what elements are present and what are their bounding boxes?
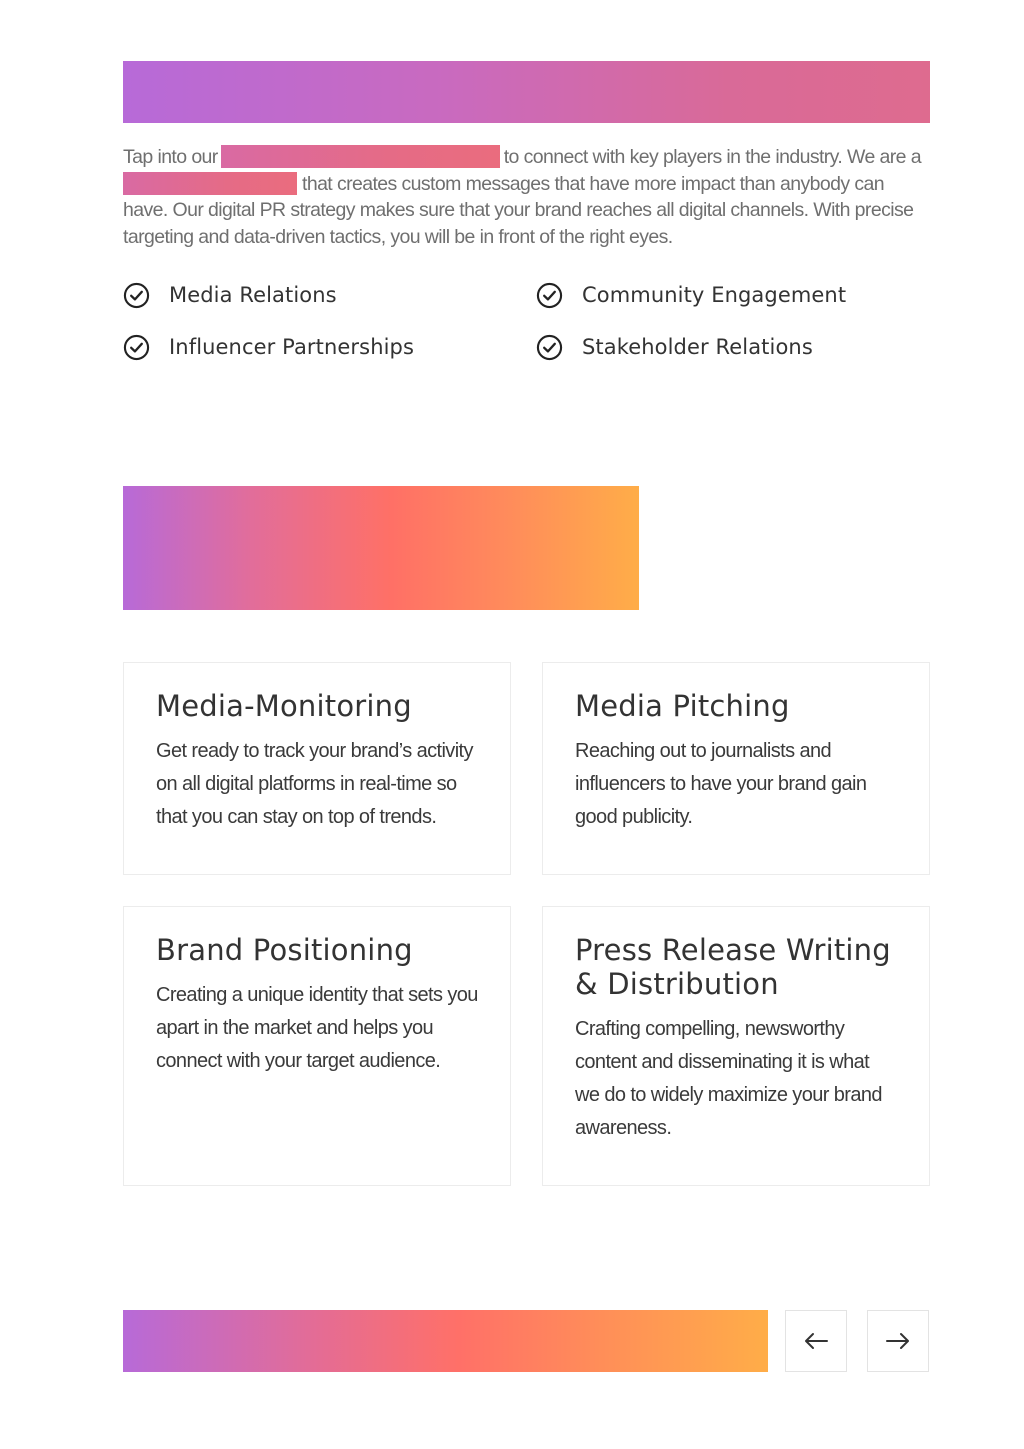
- carousel-prev-button[interactable]: [785, 1310, 847, 1372]
- service-description: Reaching out to journalists and influencers to have your brand gain good publicity.: [575, 740, 867, 828]
- service-card: [542, 662, 930, 875]
- service-title: Media-Monitoring: [156, 689, 412, 723]
- service-title: Press Release Writing & Distribution: [575, 933, 891, 1001]
- intro-text-part-2: to connect with key players in the industry. We are a: [503, 146, 921, 168]
- feature-label: Community Engagement: [582, 283, 847, 307]
- check-circle-icon: [123, 334, 150, 361]
- intro-text-part-1: Tap into our: [123, 146, 218, 168]
- section-gradient-banner: [123, 486, 639, 610]
- bottom-gradient-banner: [123, 1310, 768, 1372]
- check-circle-icon: [536, 334, 563, 361]
- service-description: Creating a unique identity that sets you apart in the market and helps you connect with your target audience.: [156, 984, 478, 1072]
- feature-item: [536, 280, 846, 310]
- service-description: Crafting compelling, newsworthy content and disseminating it is what we do to widely maximize your brand awareness.: [575, 1018, 882, 1139]
- feature-label: Influencer Partnerships: [169, 335, 415, 359]
- service-description: Get ready to track your brand’s activity on all digital platforms in real-time so that you can stay on top of trends.: [156, 740, 473, 828]
- intro-text-part-3: that creates custom messages that have more impact than anybody can have. Our digital PR strategy makes sure that your brand reaches all digital channels. With precise targeting and data-driven tactics, you will be in front of the right eyes.: [123, 172, 914, 248]
- redacted-highlight: [221, 145, 500, 168]
- service-card: [123, 906, 511, 1186]
- service-card: [542, 906, 930, 1186]
- feature-label: Media Relations: [169, 283, 337, 307]
- check-circle-icon: [123, 282, 150, 309]
- arrow-right-icon: [885, 1331, 911, 1351]
- feature-label: Stakeholder Relations: [582, 335, 813, 359]
- carousel-next-button[interactable]: [867, 1310, 929, 1372]
- intro-paragraph: [123, 144, 933, 250]
- service-title: Brand Positioning: [156, 933, 413, 967]
- feature-item: [123, 280, 337, 310]
- service-card: [123, 662, 511, 875]
- redacted-highlight: [123, 172, 297, 195]
- service-title: Media Pitching: [575, 689, 790, 723]
- top-gradient-banner: [123, 61, 930, 123]
- feature-item: [536, 332, 813, 362]
- check-circle-icon: [536, 282, 563, 309]
- feature-item: [123, 332, 414, 362]
- arrow-left-icon: [803, 1331, 829, 1351]
